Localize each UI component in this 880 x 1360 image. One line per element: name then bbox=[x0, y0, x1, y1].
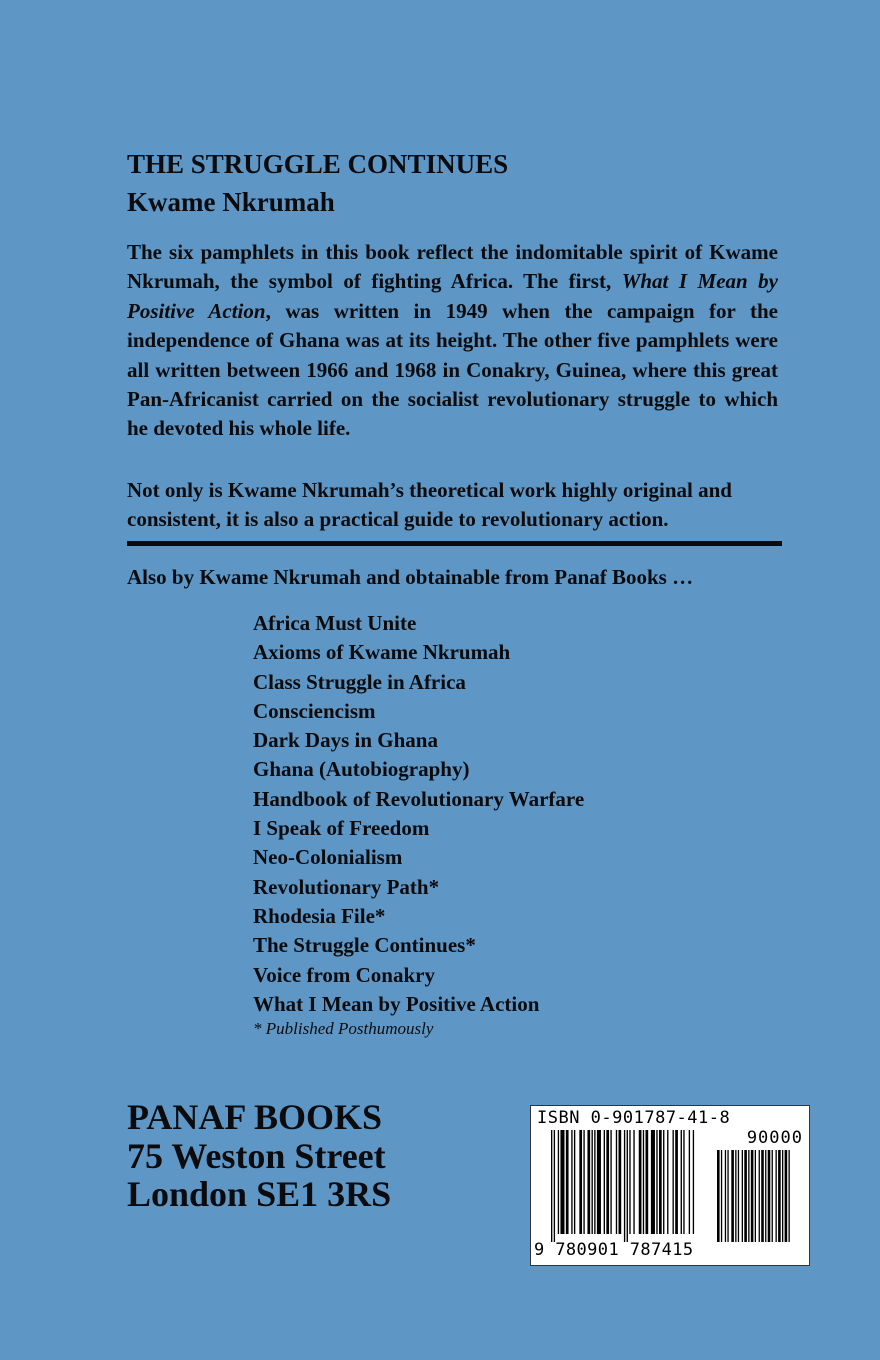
addon-bar bbox=[782, 1150, 783, 1242]
addon-bar bbox=[751, 1150, 754, 1242]
barcode-bar bbox=[673, 1130, 674, 1234]
barcode-bar bbox=[583, 1130, 584, 1234]
book-list-item: Axioms of Kwame Nkrumah bbox=[253, 640, 511, 665]
addon-bar bbox=[725, 1150, 726, 1242]
addon-bar bbox=[768, 1150, 771, 1242]
addon-bar bbox=[772, 1150, 773, 1242]
barcode-bar bbox=[587, 1130, 590, 1234]
barcode-bar bbox=[639, 1130, 642, 1234]
addon-bar bbox=[727, 1150, 728, 1242]
publisher-address bbox=[127, 1098, 391, 1214]
barcode-bar bbox=[683, 1130, 684, 1234]
addon-bar bbox=[765, 1150, 766, 1242]
isbn-barcode bbox=[530, 1105, 810, 1266]
isbn-number: ISBN 0-901787-41-8 bbox=[537, 1108, 731, 1128]
barcode-bar bbox=[651, 1130, 655, 1234]
barcode-bar bbox=[667, 1130, 668, 1234]
description-rest: , was written in 1949 when the campaign for the independence of Ghana was at its height. The other five pamphlets were all written between 1966 and 1968 in Conakry, Guinea, where this great Pan-Africanist carried on the socialist revolutionary struggle to which he devoted his whole life. bbox=[127, 298, 778, 441]
barcode-bar bbox=[629, 1130, 630, 1234]
posthumous-footnote: * Published Posthumously bbox=[253, 1019, 434, 1038]
description-paragraph-1 bbox=[127, 238, 778, 444]
barcode-bar bbox=[624, 1130, 625, 1242]
book-list-item: The Struggle Continues* bbox=[253, 933, 476, 958]
publisher-street: 75 Weston Street bbox=[127, 1135, 386, 1176]
barcode-bar bbox=[627, 1130, 628, 1242]
barcode-bar bbox=[594, 1130, 595, 1234]
barcode-bar bbox=[566, 1130, 569, 1234]
book-list-item: Revolutionary Path* bbox=[253, 874, 440, 899]
book-list-item: Consciencism bbox=[253, 698, 376, 723]
addon-bar bbox=[742, 1150, 743, 1242]
barcode-bar bbox=[579, 1130, 582, 1234]
addon-bar bbox=[738, 1150, 739, 1242]
addon-bar bbox=[755, 1150, 756, 1242]
book-list-item: What I Mean by Positive Action bbox=[253, 991, 540, 1016]
addon-bar bbox=[748, 1150, 749, 1242]
book-list-item: Handbook of Revolutionary Warfare bbox=[253, 786, 585, 811]
book-list-item: Class Struggle in Africa bbox=[253, 669, 466, 694]
addon-bar bbox=[731, 1150, 734, 1242]
barcode-bar bbox=[554, 1130, 555, 1242]
book-list-item: Ghana (Autobiography) bbox=[253, 757, 470, 782]
book-list-item: Dark Days in Ghana bbox=[253, 728, 438, 753]
barcode-bar bbox=[633, 1130, 634, 1234]
barcode-bar bbox=[619, 1130, 622, 1234]
book-list bbox=[253, 609, 584, 1019]
addon-bar bbox=[735, 1150, 736, 1242]
book-list-item: Africa Must Unite bbox=[253, 611, 417, 635]
barcode-bar bbox=[663, 1130, 664, 1234]
description-paragraph-2: Not only is Kwame Nkrumah’s theoretical work highly original and consistent, it is also a practical guide to revolutionary action. bbox=[127, 478, 732, 532]
addon-bar bbox=[778, 1150, 781, 1242]
barcode-bar bbox=[681, 1130, 682, 1234]
barcode-bar bbox=[689, 1130, 690, 1234]
divider-rule bbox=[127, 541, 782, 546]
book-list-item: Voice from Conakry bbox=[253, 962, 435, 987]
barcode-bar bbox=[551, 1130, 552, 1242]
barcode-bar bbox=[604, 1130, 605, 1234]
barcode-bar bbox=[643, 1130, 644, 1234]
addon-bar bbox=[721, 1150, 722, 1242]
barcode-bar bbox=[693, 1130, 694, 1234]
barcode-bar bbox=[592, 1130, 593, 1234]
book-list-item: Rhodesia File* bbox=[253, 903, 386, 928]
addon-bar bbox=[717, 1150, 720, 1242]
addon-bar bbox=[744, 1150, 747, 1242]
ean-number: 9 780901 787415 bbox=[534, 1240, 694, 1260]
publisher-name: PANAF BOOKS bbox=[127, 1097, 383, 1137]
barcode-bar bbox=[646, 1130, 649, 1234]
barcode-bar bbox=[560, 1130, 564, 1234]
barcode-bar bbox=[656, 1130, 657, 1234]
addon-bar bbox=[789, 1150, 790, 1242]
addon-bar bbox=[776, 1150, 777, 1242]
description-intro: The six pamphlets in this book reflect the indomitable spirit of Kwame Nkrumah, the symbol of fighting Africa. The first, bbox=[127, 240, 778, 294]
barcode-bar bbox=[616, 1130, 617, 1234]
book-list-item: Neo-Colonialism bbox=[253, 845, 403, 870]
addon-bar bbox=[759, 1150, 760, 1242]
price-code: 90000 bbox=[746, 1128, 803, 1148]
barcode-bar bbox=[597, 1130, 601, 1234]
barcode-bar bbox=[558, 1130, 559, 1234]
barcode-bar bbox=[606, 1130, 609, 1234]
barcode-bar bbox=[659, 1130, 662, 1234]
also-by-heading: Also by Kwame Nkrumah and obtainable from Panaf Books … bbox=[127, 565, 694, 589]
barcode-bar bbox=[574, 1130, 575, 1234]
book-title: THE STRUGGLE CONTINUES bbox=[127, 149, 509, 179]
book-author: Kwame Nkrumah bbox=[127, 187, 335, 217]
pamphlet-title-italic: What I Mean by Positive Action bbox=[127, 269, 778, 323]
barcode-bar bbox=[675, 1130, 678, 1234]
book-list-item: I Speak of Freedom bbox=[253, 816, 430, 841]
barcode-bar bbox=[571, 1130, 572, 1234]
addon-bar bbox=[785, 1150, 788, 1242]
barcode-bar bbox=[610, 1130, 611, 1234]
addon-bar bbox=[761, 1150, 764, 1242]
publisher-city: London SE1 3RS bbox=[127, 1174, 392, 1214]
